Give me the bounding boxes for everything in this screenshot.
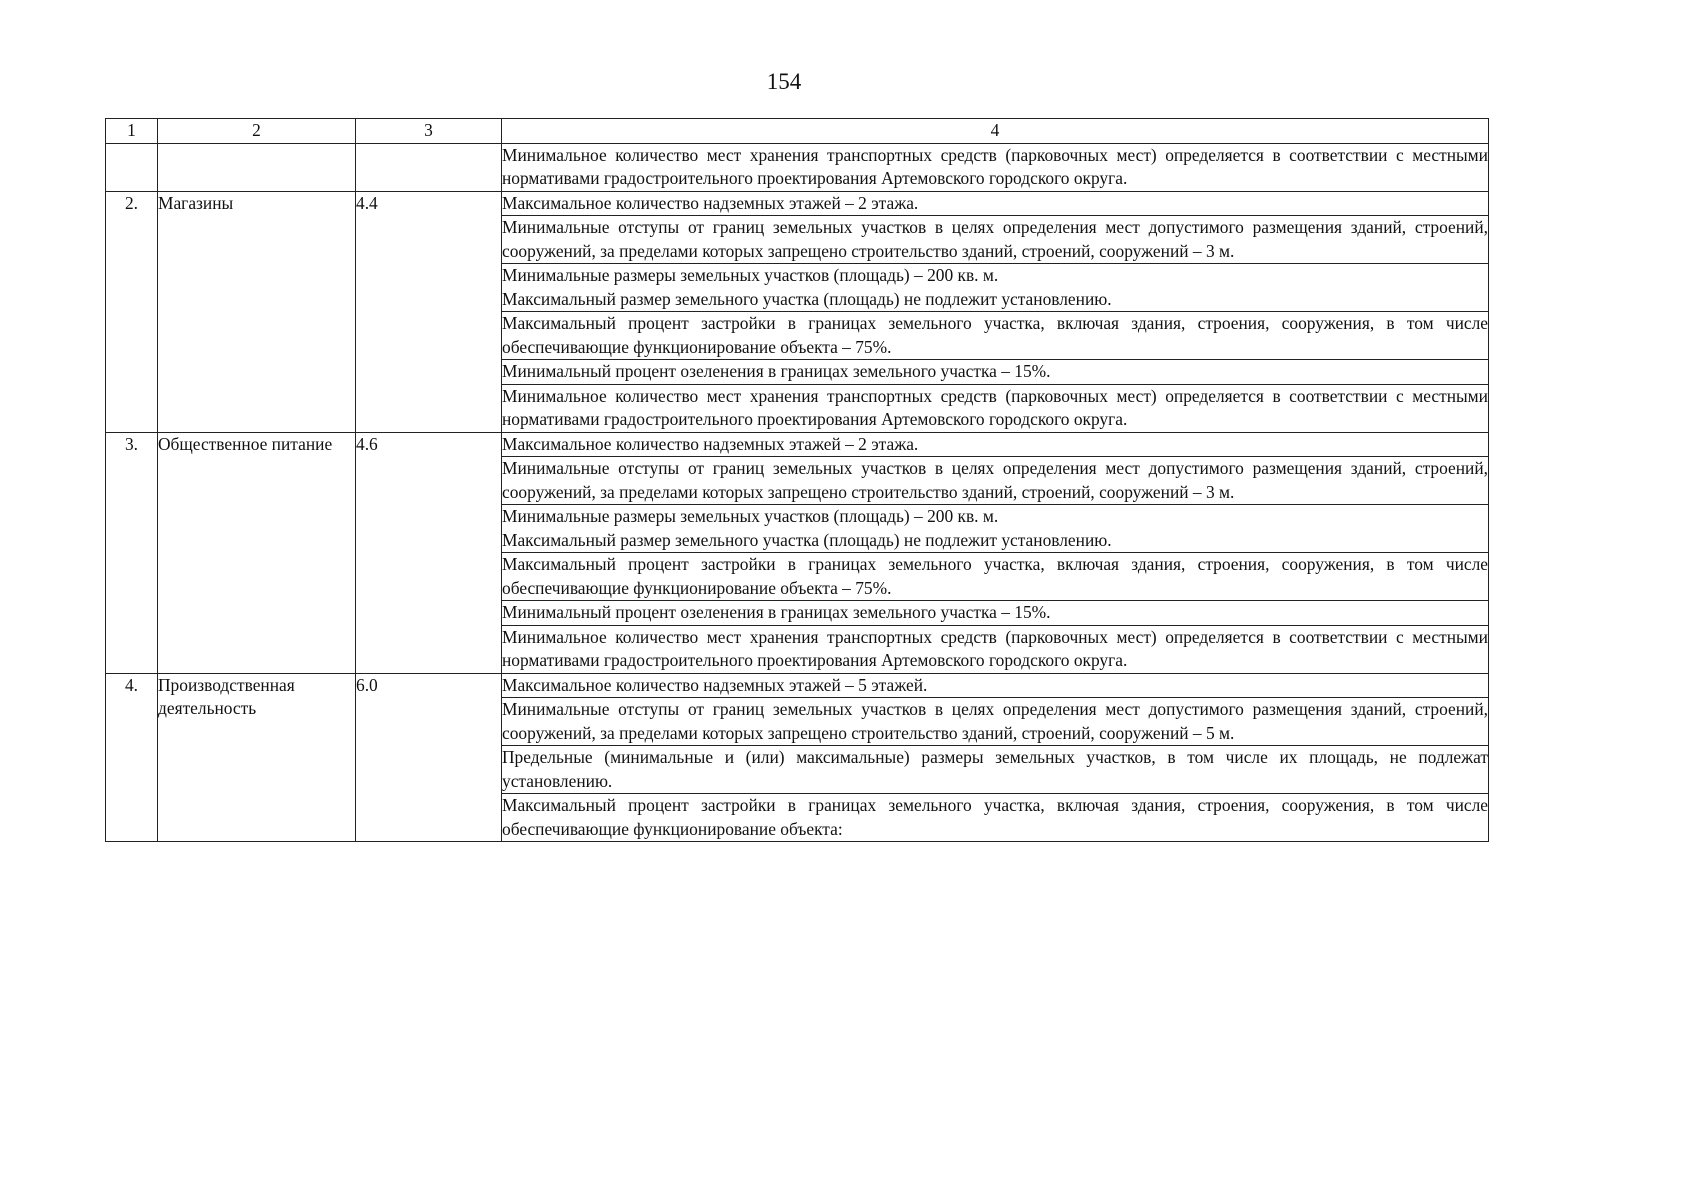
header-col-1: 1	[106, 119, 158, 144]
regulations-table	[105, 118, 1489, 842]
requirement-text: Максимальный процент застройки в границах земельного участка, включая здания, строения, сооружения, в том числе обеспечивающие функционирование объекта:	[502, 795, 1488, 839]
requirement-text: Минимальные отступы от границ земельных участков в целях определения мест допустимого размещения зданий, строений, сооружений, за пределами которых запрещено строительство зданий, строений, сооружений – 3 м.	[502, 458, 1488, 502]
row-number-cell: 3.	[106, 432, 158, 673]
requirement-cell	[502, 264, 1489, 312]
header-col-2: 2	[158, 119, 356, 144]
use-code-cell: 4.4	[356, 191, 502, 432]
table-row	[106, 432, 1489, 457]
header-row	[106, 119, 1489, 144]
requirement-cell	[502, 457, 1489, 505]
requirement-text: Предельные (минимальные и (или) максимальные) размеры земельных участков, в том числе их площадь, не подлежат установлению.	[502, 747, 1488, 791]
continuation-row	[106, 143, 1489, 191]
requirement-text: Минимальные размеры земельных участков (площадь) – 200 кв. м.	[502, 506, 999, 526]
requirement-cell	[502, 698, 1489, 746]
requirement-cell	[502, 794, 1489, 842]
continuation-code-cell	[356, 143, 502, 191]
requirement-cell	[502, 360, 1489, 385]
continuation-num-cell	[106, 143, 158, 191]
requirement-text: Минимальное количество мест хранения транспортных средств (парковочных мест) определяется в соответствии с местными нормативами градостроительного проектирования Артемовского городского округа.	[502, 385, 1488, 429]
use-code-cell: 4.6	[356, 432, 502, 673]
requirement-text: Максимальный процент застройки в границах земельного участка, включая здания, строения, сооружения, в том числе обеспечивающие функционирование объекта – 75%.	[502, 313, 1488, 357]
requirement-cell	[502, 505, 1489, 553]
use-name-cell: Производственная деятельность	[158, 673, 356, 842]
requirement-text: Максимальное количество надземных этажей – 2 этажа.	[502, 433, 919, 454]
requirement-cell	[502, 216, 1489, 264]
row-number-cell: 4.	[106, 673, 158, 842]
header-col-3: 3	[356, 119, 502, 144]
requirement-text: Максимальный размер земельного участка (площадь) не подлежит установлению.	[502, 288, 1112, 309]
requirement-cell	[502, 601, 1489, 626]
requirement-text: Минимальные отступы от границ земельных участков в целях определения мест допустимого размещения зданий, строений, сооружений, за пределами которых запрещено строительство зданий, строений, сооружений – 5 м.	[502, 699, 1488, 743]
requirement-text: Минимальные размеры земельных участков (площадь) – 200 кв. м.	[502, 265, 999, 285]
continuation-name-cell	[158, 143, 356, 191]
requirement-text: Минимальное количество мест хранения транспортных средств (парковочных мест) определяется в соответствии с местными нормативами градостроительного проектирования Артемовского городского округа.	[502, 626, 1488, 670]
requirement-text: Максимальное количество надземных этажей – 5 этажей.	[502, 674, 928, 695]
requirement-text: Минимальные отступы от границ земельных участков в целях определения мест допустимого размещения зданий, строений, сооружений, за пределами которых запрещено строительство зданий, строений, сооружений – 3 м.	[502, 217, 1488, 261]
requirement-cell	[502, 432, 1489, 457]
use-name-cell: Общественное питание	[158, 432, 356, 673]
requirement-cell	[502, 312, 1489, 360]
use-name-cell: Магазины	[158, 191, 356, 432]
table-row	[106, 673, 1489, 698]
requirement-cell	[502, 625, 1489, 673]
requirement-text: Максимальное количество надземных этажей – 2 этажа.	[502, 192, 919, 213]
table-row	[106, 191, 1489, 216]
header-col-4: 4	[502, 119, 1489, 144]
requirement-cell	[502, 384, 1489, 432]
table-body	[106, 119, 1489, 842]
row-number-cell: 2.	[106, 191, 158, 432]
requirement-text: Минимальный процент озеленения в границах земельного участка – 15%.	[502, 361, 1051, 381]
requirement-cell	[502, 191, 1489, 216]
page-number: 154	[766, 69, 802, 94]
requirement-cell	[502, 746, 1489, 794]
requirement-cell	[502, 553, 1489, 601]
requirement-text: Минимальный процент озеленения в границах земельного участка – 15%.	[502, 602, 1051, 622]
requirement-text: Максимальный процент застройки в границах земельного участка, включая здания, строения, сооружения, в том числе обеспечивающие функционирование объекта – 75%.	[502, 554, 1488, 598]
requirement-cell	[502, 673, 1489, 698]
requirement-text: Максимальный размер земельного участка (площадь) не подлежит установлению.	[502, 529, 1112, 550]
requirement-cell: Минимальное количество мест хранения транспортных средств (парковочных мест) определяется в соответствии с местными нормативами градостроительного проектирования Артемовского городского округа.	[502, 143, 1489, 191]
use-code-cell: 6.0	[356, 673, 502, 842]
